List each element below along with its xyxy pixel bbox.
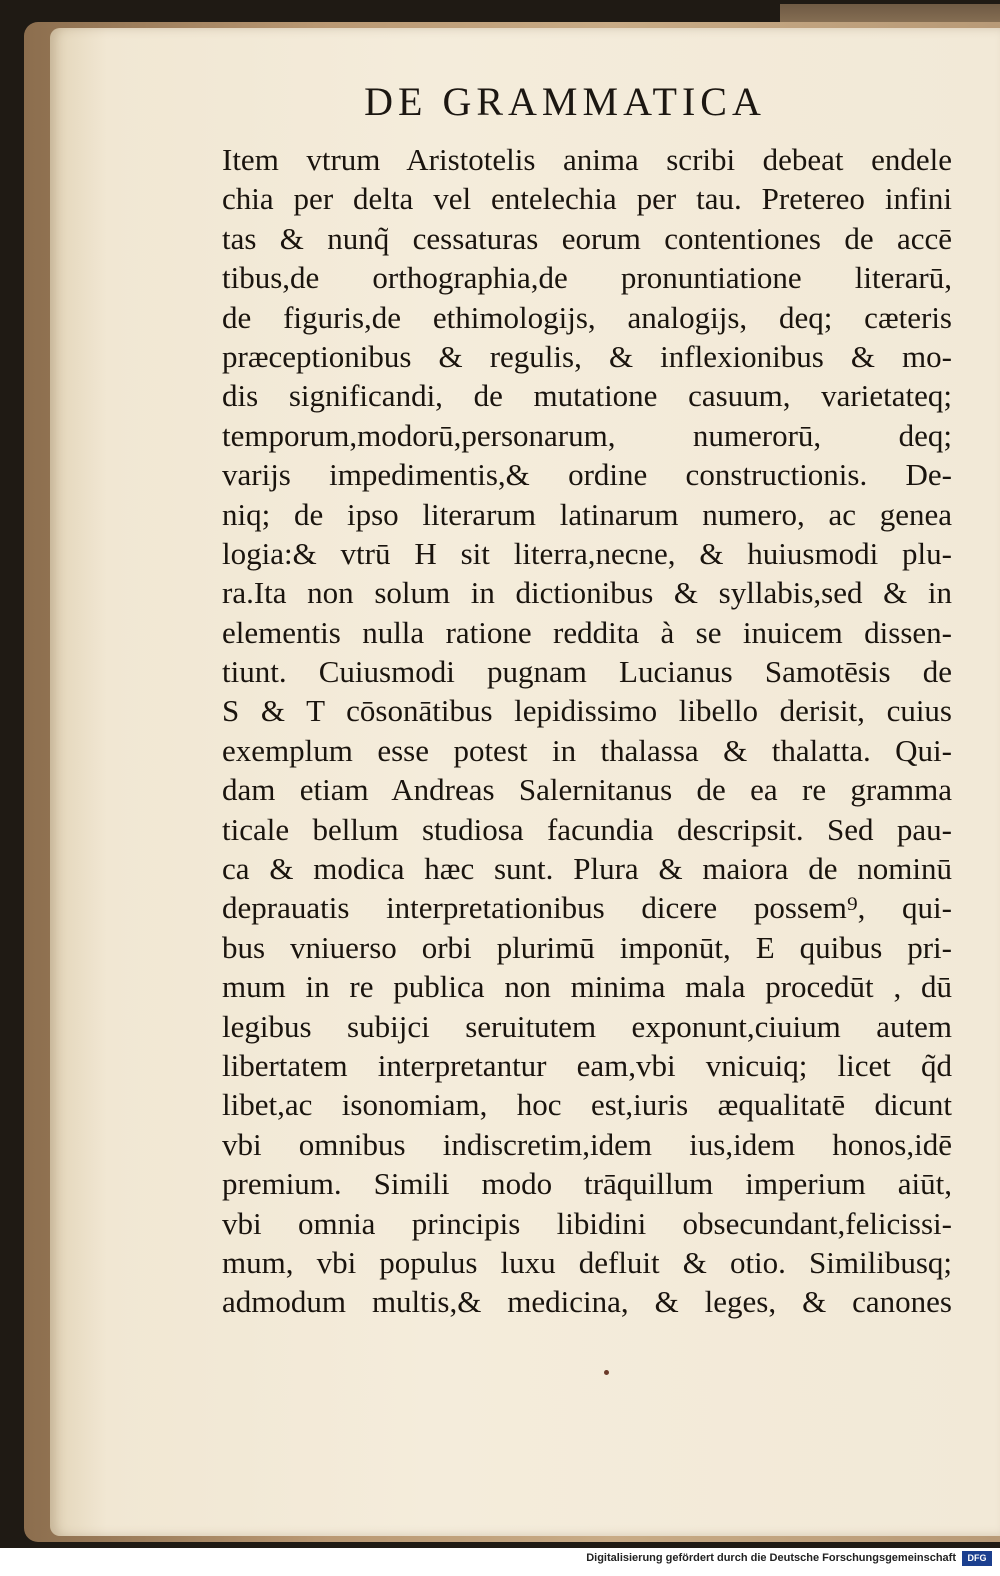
- text-line: varijs impedimentis,& ordine constructionis. De-: [222, 457, 952, 493]
- text-line: admodum multis,& medicina, & leges, & canones: [222, 1284, 952, 1320]
- text-line: præceptionibus & regulis, & inflexionibus & mo-: [222, 338, 952, 374]
- body-text: [222, 140, 952, 1322]
- text-line: bus vniuerso orbi plurimū imponūt, E quibus pri-: [222, 929, 952, 965]
- text-line: ra.Ita non solum in dictionibus & syllabis,sed & in: [222, 575, 952, 611]
- digitization-credit: Digitalisierung gefördert durch die Deutsche Forschungsgemeinschaft: [586, 1552, 956, 1564]
- text-line: vbi omnibus indiscretim,idem ius,idem honos,idē: [222, 1126, 952, 1162]
- text-line: mum, vbi populus luxu defluit & otio. Similibusq;: [222, 1244, 952, 1280]
- text-line: vbi omnia principis libidini obsecundant,felicissi-: [222, 1205, 952, 1241]
- text-line: ticale bellum studiosa facundia descripsit. Sed pau-: [222, 811, 952, 847]
- text-line: S & T cōsonātibus lepidissimo libello derisit, cuius: [222, 693, 952, 729]
- text-line: elementis nulla ratione reddita à se inuicem dissen-: [222, 614, 952, 650]
- text-line: ca & modica hæc sunt. Plura & maiora de nominū: [222, 851, 952, 887]
- text-line: tiunt. Cuiusmodi pugnam Lucianus Samotēsis de: [222, 654, 952, 690]
- text-line: tas & nunq̃ cessaturas eorum contentiones de accē: [222, 220, 952, 256]
- text-line: temporum,modorū,personarum, numerorū, deq;: [222, 417, 952, 453]
- text-line: Item vtrum Aristotelis anima scribi debeat endele: [222, 142, 952, 177]
- text-line: premium. Simili modo trāquillum imperium aiūt,: [222, 1166, 952, 1202]
- text-line: mum in re publica non minima mala procedūt , dū: [222, 969, 952, 1005]
- text-line: dam etiam Andreas Salernitanus de ea re gramma: [222, 772, 952, 808]
- text-line: dis significandi, de mutatione casuum, varietateq;: [222, 378, 952, 414]
- text-line: exemplum esse potest in thalassa & thalatta. Qui-: [222, 732, 952, 768]
- text-line: libet,ac isonomiam, hoc est,iuris æqualitatē dicunt: [222, 1087, 952, 1123]
- text-line: de figuris,de ethimologijs, analogijs, deq; cæteris: [222, 299, 952, 335]
- ink-spot: [604, 1370, 609, 1375]
- text-line: deprauatis interpretationibus dicere possem⁹, qui-: [222, 890, 952, 926]
- text-line: libertatem interpretantur eam,vbi vnicuiq; licet q̃d: [222, 1047, 952, 1083]
- dfg-logo: DFG: [962, 1551, 992, 1566]
- text-line: tibus,de orthographia,de pronuntiatione literarū,: [222, 260, 952, 296]
- text-line: legibus subijci seruitutem exponunt,ciuium autem: [222, 1008, 952, 1044]
- text-line: logia:& vtrū H sit literra,necne, & huiusmodi plu-: [222, 535, 952, 571]
- text-line: chia per delta vel entelechia per tau. Pretereo infini: [222, 181, 952, 217]
- running-head: DE GRAMMATICA: [364, 79, 766, 124]
- text-line: niq; de ipso literarum latinarum numero, ac genea: [222, 496, 952, 532]
